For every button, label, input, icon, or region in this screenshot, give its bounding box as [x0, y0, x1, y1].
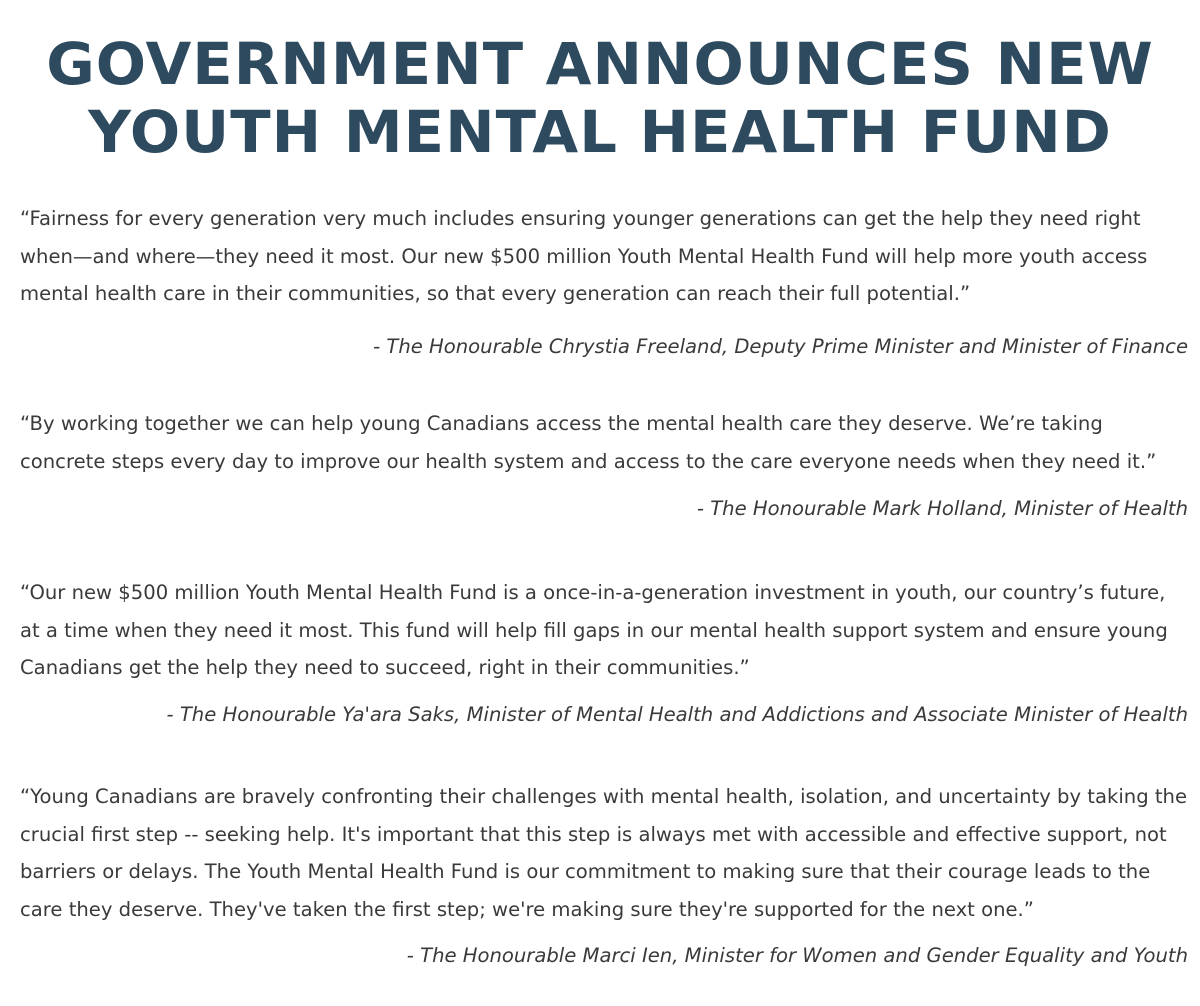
- headline-line-1: GOVERNMENT ANNOUNCES NEW: [46, 30, 1154, 98]
- quote-attribution: - The Honourable Ya'ara Saks, Minister of Mental Health and Addictions and Associate Minister of Health: [166, 702, 1188, 726]
- quote-text: “Our new $500 million Youth Mental Health Fund is a once-in-a-generation investment in youth, our country’s future, at a time when they need it most. This fund will help fill gaps in our mental health support system and ensure young Canadians get the help they need to succeed, right in their communities.”: [20, 581, 1168, 679]
- quote-block-saks: [20, 574, 1188, 729]
- quote-text: “Young Canadians are bravely confronting their challenges with mental health, isolation, and uncertainty by taking the crucial first step -- seeking help. It's important that this step is always met with accessible and effective support, not barriers or delays. The Youth Mental Health Fund is our commitment to making sure that their courage leads to the care they deserve. They've taken the first step; we're making sure they're supported for the next one.”: [20, 785, 1188, 921]
- quote-block-holland: [20, 405, 1188, 523]
- quote-block-freeland: [20, 200, 1188, 361]
- quote-text: “By working together we can help young Canadians access the mental health care they deserve. We’re taking concrete steps every day to improve our health system and access to the care everyone needs when they need it.”: [20, 412, 1157, 473]
- quote-text: “Fairness for every generation very much includes ensuring younger generations can get the help they need right when—and where—they need it most. Our new $500 million Youth Mental Health Fund will help more youth access mental health care in their communities, so that every generation can reach their full potential.”: [20, 207, 1148, 305]
- quote-attribution: - The Honourable Chrystia Freeland, Deputy Prime Minister and Minister of Finance: [373, 334, 1188, 358]
- headline-line-2: YOUTH MENTAL HEALTH FUND: [88, 98, 1112, 166]
- quote-attribution: - The Honourable Mark Holland, Minister of Health: [696, 497, 1188, 520]
- page-title: [0, 30, 1200, 166]
- quote-block-ien: [20, 778, 1188, 970]
- quote-attribution: - The Honourable Marci Ien, Minister for Women and Gender Equality and Youth: [406, 944, 1188, 967]
